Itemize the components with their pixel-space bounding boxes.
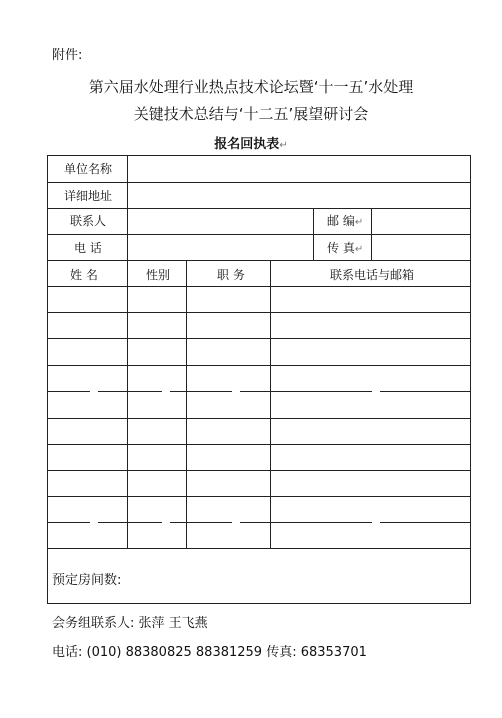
table-rule — [47, 418, 471, 419]
column-header-position: 职 务 — [217, 268, 245, 282]
contact-person-label: 联系人 — [70, 214, 107, 228]
table-rule — [47, 470, 471, 471]
attachment-label: 附件: — [52, 48, 83, 63]
table-column-divider — [186, 260, 187, 548]
scan-artifact — [162, 391, 170, 394]
table-rule — [47, 312, 471, 313]
scan-artifact — [90, 391, 98, 394]
table-column-divider — [371, 208, 372, 260]
column-header-contact-info: 联系电话与邮箱 — [330, 268, 415, 282]
scan-artifact — [232, 522, 240, 525]
organizer-phone-fax-line: 电话: (010) 88380825 88381259 传真: 68353701 — [52, 645, 367, 660]
organizer-contact-line: 会务组联系人: 张萍 王飞燕 — [52, 616, 208, 631]
table-border-right — [470, 155, 471, 603]
document-title-line-2: 关键技术总结与‘十二五’展望研讨会 — [133, 105, 369, 123]
table-rule — [47, 234, 471, 235]
table-rule — [47, 260, 471, 261]
table-border-bottom — [47, 603, 471, 604]
form-title — [0, 133, 502, 152]
document-title-line-1: 第六届水处理行业热点技术论坛暨‘十一五’水处理 — [88, 78, 414, 96]
column-header-gender: 性别 — [146, 268, 171, 282]
paragraph-mark-icon: ↵ — [354, 217, 364, 228]
scan-artifact — [232, 391, 240, 394]
table-column-divider — [127, 155, 128, 548]
address-label: 详细地址 — [64, 189, 113, 203]
table-column-divider — [313, 208, 314, 260]
table-border-top — [47, 155, 471, 156]
paragraph-mark-icon: ↵ — [279, 140, 288, 151]
form-title-text: 报名回执表 — [214, 137, 280, 152]
unit-name-label: 单位名称 — [64, 162, 113, 176]
table-column-divider — [270, 260, 271, 548]
table-rule — [47, 338, 471, 339]
postcode-label-text: 邮 编 — [327, 214, 355, 228]
table-rule — [47, 444, 471, 445]
table-rule — [47, 522, 471, 523]
fax-label — [327, 241, 363, 257]
table-border-left — [47, 155, 48, 603]
column-header-name: 姓 名 — [70, 268, 98, 282]
scan-artifact — [90, 522, 98, 525]
scan-artifact — [372, 522, 380, 525]
table-rule — [47, 208, 471, 209]
scan-artifact — [162, 522, 170, 525]
scan-artifact — [372, 391, 380, 394]
table-rule — [47, 286, 471, 287]
table-rule — [47, 182, 471, 183]
room-booking-label: 预定房间数: — [52, 573, 122, 588]
phone-label: 电 话 — [74, 241, 102, 255]
table-rule — [47, 365, 471, 366]
table-rule — [47, 548, 471, 549]
paragraph-mark-icon: ↵ — [354, 244, 364, 255]
fax-label-text: 传 真 — [327, 241, 355, 255]
table-rule — [47, 391, 471, 392]
table-rule — [47, 496, 471, 497]
postcode-label — [327, 214, 363, 230]
